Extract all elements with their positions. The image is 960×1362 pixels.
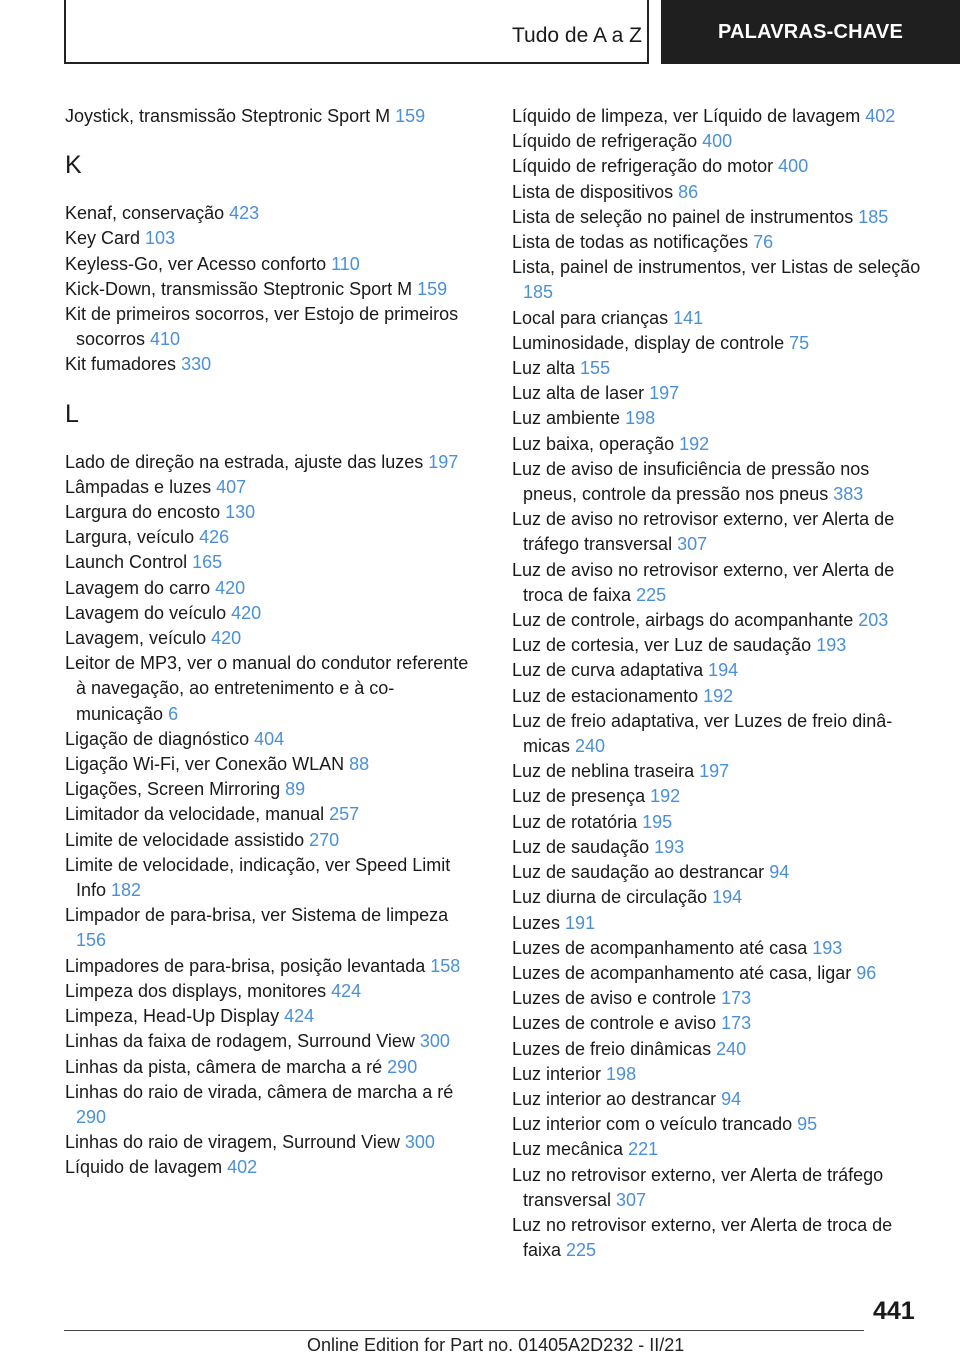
index-page-link[interactable]: 198 [625,408,656,429]
index-entry-term: Lado de direção na estrada, ajuste das luzes [65,451,429,472]
index-entry-term: Luzes de acompanhamento até casa [512,937,813,958]
index-page-link[interactable]: 198 [606,1063,637,1084]
index-entry-term: Luz de controle, airbags do acompanhante [512,610,859,631]
index-page-link[interactable]: 407 [216,476,247,497]
index-entry-term: Limpadores de para-brisa, posição levantada [65,955,431,976]
index-page-link[interactable]: 130 [225,502,256,523]
index-page-link[interactable]: 141 [673,307,704,328]
index-entry-term: Linhas do raio de viragem, Surround View [65,1132,405,1153]
index-page-link[interactable]: 420 [211,628,242,649]
index-entry-term: Luzes de acompanhamento até casa, ligar [512,962,857,983]
index-entry-term: Luz de aviso no retrovisor externo, ver Alerta de troca de faixa [512,559,895,605]
index-page-link[interactable]: 240 [716,1038,747,1059]
index-page-link[interactable]: 402 [227,1157,258,1178]
index-page-link[interactable]: 76 [753,232,774,253]
index-page-link[interactable]: 300 [404,1132,435,1153]
index-entry [512,154,922,179]
index-entry-term: Luz de aviso de insuficiência de pressão nos pneus, controle da pressão nos pneus [512,458,870,505]
index-entry-term: Linhas da faixa de rodagem, Surround View [65,1031,420,1052]
index-entry-term: Luminosidade, display de controle [512,332,790,353]
index-entry [512,1062,922,1087]
section-title: Tudo de A a Z [512,24,642,47]
index-entry-term: Líquido de lavagem [65,1157,228,1178]
index-page-link[interactable]: 192 [650,786,681,807]
index-page-link[interactable]: 404 [254,728,285,749]
index-page-link[interactable]: 197 [699,761,730,782]
index-page-link[interactable]: 400 [778,156,809,177]
index-entry [512,432,922,457]
index-entry [512,784,922,809]
index-entry [512,180,922,205]
index-entry [65,500,475,525]
index-entry [65,277,475,302]
index-page-link[interactable]: 195 [642,811,673,832]
index-entry-term: Launch Control [65,552,193,573]
index-entry [512,835,922,860]
index-entry-term: Limitador da velocidade, manual [65,804,330,825]
index-entry-term: Luz de cortesia, ver Luz de saudação [512,635,817,656]
index-entry-term: Líquido de limpeza, ver Líquido de lavagem [512,106,866,126]
index-page-link[interactable]: 75 [789,332,810,353]
index-entry [512,507,922,557]
index-entry [65,626,475,651]
index-page-link[interactable]: 96 [856,962,877,983]
index-entry [512,558,922,608]
index-entry-term: Luz de freio adaptativa, ver Luzes de freio dinâmicas [512,710,893,757]
index-page-link[interactable]: 89 [285,779,306,800]
index-entry [65,853,475,903]
index-entry [65,226,475,251]
index-entry [65,252,475,277]
index-entry [65,777,475,802]
index-entry-term: Kit de primeiros socorros, ver Estojo de primeiros socorros [65,304,459,350]
index-entry-term: Key Card [65,228,146,249]
index-entry-term: Luz alta [512,358,581,379]
index-entry-term: Kit fumadores [65,354,182,375]
index-page-link[interactable]: 197 [649,383,680,404]
index-entry [65,475,475,500]
index-page-link[interactable]: 94 [721,1088,742,1109]
index-page-link[interactable]: 426 [199,527,230,548]
index-entry-term: Limite de velocidade assistido [65,829,310,850]
footer-edition: Online Edition for Part no. 01405A2D232 - II/21 [307,1335,685,1355]
chapter-tab: PALAVRAS-CHAVE [661,0,960,64]
index-entry [65,1055,475,1080]
index-entry [512,860,922,885]
index-entry [512,911,922,936]
index-entry-term: Luz interior ao destrancar [512,1088,722,1109]
index-page-link[interactable]: 270 [309,829,340,850]
index-entry [65,525,475,550]
index-page-link[interactable]: 6 [168,703,179,724]
index-entry [512,885,922,910]
index-entry-term: Largura do encosto [65,502,226,523]
index-column-right [512,104,922,1263]
index-entry-term: Luz ambiente [512,408,626,429]
index-page-link[interactable]: 221 [628,1139,659,1160]
index-page-link[interactable]: 420 [231,602,262,623]
index-page-link[interactable]: 173 [721,988,752,1009]
index-entry-term: Luz baixa, operação [512,433,680,454]
index-entry [512,104,922,129]
index-entry [512,205,922,230]
index-entry-term: Luzes de controle e aviso [512,1013,722,1034]
index-page-link[interactable]: 290 [387,1056,418,1077]
index-page-link[interactable]: 225 [636,584,667,605]
index-entry [65,201,475,226]
index-entry [65,651,475,727]
index-page-link[interactable]: 225 [566,1240,597,1261]
index-entry-term: Luz no retrovisor externo, ver Alerta de tráfego transversal [512,1164,884,1210]
index-entry [512,961,922,986]
index-page-link[interactable]: 159 [395,106,426,126]
index-entry [512,684,922,709]
index-page-link[interactable]: 420 [215,577,246,598]
index-page-link[interactable]: 307 [616,1189,647,1210]
index-entry-term: Luz diurna de circulação [512,887,713,908]
index-entry-term: Ligações, Screen Mirroring [65,779,286,800]
index-page-link[interactable]: 330 [181,354,212,375]
index-entry [512,986,922,1011]
index-page-link[interactable]: 165 [192,552,223,573]
index-entry-term: Líquido de refrigeração do motor [512,156,779,177]
index-entry-term: Luz de neblina traseira [512,761,700,782]
index-entry [512,709,922,759]
index-entry [512,1137,922,1162]
index-page-link[interactable]: 103 [145,228,176,249]
index-entry-term: Líquido de refrigeração [512,131,703,152]
index-letter-heading: K [65,151,82,180]
index-entry [65,550,475,575]
index-entry [65,352,475,377]
index-entry [65,802,475,827]
index-entry [512,1112,922,1137]
index-entry [65,1130,475,1155]
index-page-link[interactable]: 193 [812,937,843,958]
index-page-link[interactable]: 400 [702,131,733,152]
index-entry [65,1029,475,1054]
index-entry [512,406,922,431]
index-page-link[interactable]: 158 [430,955,461,976]
index-page-link[interactable]: 86 [678,181,699,202]
index-entry [512,381,922,406]
index-entry-term: Luz de rotatória [512,811,643,832]
index-entry-term: Luz interior com o veículo trancado [512,1114,798,1135]
index-entry [512,1213,922,1263]
index-entry-term: Limpeza dos displays, monitores [65,980,332,1001]
index-entry-term: Leitor de MP3, ver o manual do condutor referente à navegação, ao entretenimento e à comunicação [65,653,469,724]
index-entry [512,759,922,784]
index-entry [65,752,475,777]
index-entry-term: Luz de saudação ao destrancar [512,862,770,883]
index-entry-term: Joystick, transmissão Steptronic Sport M [65,106,396,126]
index-entry-term: Linhas da pista, câmera de marcha a ré [65,1056,388,1077]
index-entry-term: Luzes de freio dinâmicas [512,1038,717,1059]
index-entry [65,450,475,475]
index-entry-term: Lavagem, veículo [65,628,212,649]
index-letter-heading: L [65,399,79,428]
index-entry [512,1163,922,1213]
index-entry-term: Limpeza, Head-Up Display [65,1006,285,1027]
index-entry-term: Luz alta de laser [512,383,650,404]
index-page-link[interactable]: 193 [654,836,685,857]
index-entry-term: Linhas do raio de virada, câmera de marcha a ré [65,1081,454,1102]
index-page-link[interactable]: 185 [858,206,889,227]
index-page-link[interactable]: 307 [677,534,708,555]
index-page-link[interactable]: 182 [111,880,142,901]
index-entry [512,1011,922,1036]
index-entry-term: Keyless-Go, ver Acesso conforto [65,253,332,274]
index-entry [512,331,922,356]
index-entry-term: Luz mecânica [512,1139,629,1160]
index-page-link[interactable]: 410 [150,329,181,350]
index-entry [512,936,922,961]
index-entry [65,302,475,352]
index-entry-term: Lâmpadas e luzes [65,476,217,497]
index-page-link[interactable]: 257 [329,804,360,825]
index-entry [512,658,922,683]
index-page-link[interactable]: 95 [797,1114,818,1135]
index-page-link[interactable]: 192 [703,685,734,706]
index-column-left [65,104,475,1181]
index-page-link[interactable]: 402 [865,106,896,126]
index-page-link[interactable]: 194 [708,660,739,681]
index-page-link[interactable]: 193 [816,635,847,656]
page-number: 441 [873,1297,915,1325]
index-entry-term: Local para crianças [512,307,674,328]
index-page-link[interactable]: 155 [580,358,611,379]
index-entry [512,608,922,633]
index-page-link[interactable]: 192 [679,433,710,454]
index-entry-term: Luzes [512,912,566,933]
index-entry [512,810,922,835]
index-page-link[interactable]: 191 [565,912,596,933]
index-entry-term: Luz interior [512,1063,607,1084]
index-entry [65,576,475,601]
index-entry [512,457,922,507]
index-page-link[interactable]: 197 [428,451,459,472]
index-entry [65,727,475,752]
footer-divider [64,1330,864,1331]
index-entry-term: Lista de dispositivos [512,181,679,202]
index-page-link[interactable]: 88 [349,754,370,775]
index-entry-term: Luz no retrovisor externo, ver Alerta de troca de faixa [512,1214,893,1261]
index-page-link[interactable]: 156 [76,930,107,951]
index-entry [65,1155,475,1180]
index-entry [512,356,922,381]
index-page-link[interactable]: 424 [331,980,362,1001]
index-entry [65,601,475,626]
index-entry-term: Lista de seleção no painel de instrumentos [512,206,859,227]
index-entry-term: Lista de todas as notificações [512,232,754,253]
index-entry [65,828,475,853]
index-entry-term: Limite de velocidade, indicação, ver Speed Limit Info [65,854,451,901]
index-entry-term: Luz de estacionamento [512,685,704,706]
index-page-link[interactable]: 423 [229,203,260,224]
index-entry-term: Luz de aviso no retrovisor externo, ver Alerta de tráfego transversal [512,509,895,555]
index-page-link[interactable]: 383 [833,484,864,505]
index-page-link[interactable]: 203 [858,610,889,631]
index-entry [512,255,922,305]
index-entry [65,979,475,1004]
index-entry [512,129,922,154]
index-entry [512,306,922,331]
index-entry [65,1004,475,1029]
index-page-link[interactable]: 300 [419,1031,450,1052]
index-page-link[interactable]: 424 [284,1006,315,1027]
index-entry-term: Limpador de para-brisa, ver Sistema de limpeza [65,905,449,926]
index-page-link[interactable]: 194 [712,887,743,908]
index-entry-term: Lavagem do carro [65,577,216,598]
index-entry-term: Kenaf, conservação [65,203,230,224]
index-entry [512,1087,922,1112]
index-entry [512,1037,922,1062]
index-entry [65,104,475,129]
index-entry-term: Luzes de aviso e controle [512,988,722,1009]
index-entry-term: Ligação Wi-Fi, ver Conexão WLAN [65,754,350,775]
index-entry-term: Luz de curva adaptativa [512,660,709,681]
index-page-link[interactable]: 185 [523,282,554,303]
index-page-link[interactable]: 290 [76,1106,107,1127]
index-page-link[interactable]: 159 [417,278,448,299]
index-entry-term: Kick-Down, transmissão Steptronic Sport M [65,278,418,299]
index-page-link[interactable]: 110 [331,253,360,274]
index-page-link[interactable]: 94 [769,862,790,883]
index-page-link[interactable]: 240 [575,736,606,757]
index-entry [65,954,475,979]
index-entry [65,903,475,953]
index-entry-term: Ligação de diagnóstico [65,728,255,749]
index-entry [65,1080,475,1130]
index-entry [512,633,922,658]
index-entry-term: Luz de saudação [512,836,655,857]
index-entry [512,230,922,255]
index-entry-term: Lista, painel de instrumentos, ver Listas de seleção [512,257,921,278]
index-entry-term: Lavagem do veículo [65,602,232,623]
index-entry-term: Largura, veículo [65,527,200,548]
index-page-link[interactable]: 173 [721,1013,752,1034]
index-entry-term: Luz de presença [512,786,651,807]
